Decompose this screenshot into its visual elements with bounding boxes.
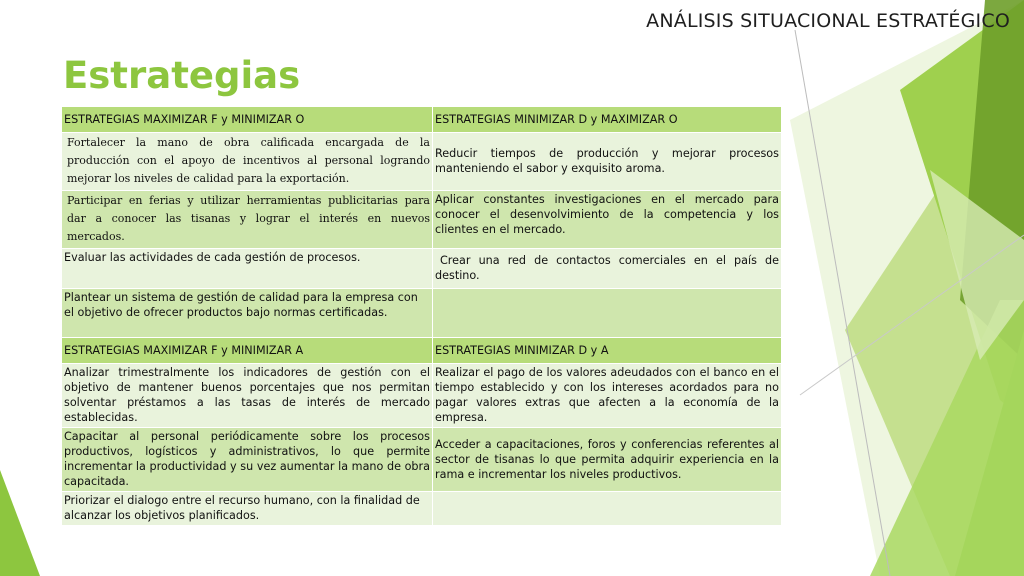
table-row xyxy=(62,191,782,249)
do-strategy-2: Aplicar constantes investigaciones en el mercado para conocer el desenvolvimiento de la competencia y los clientes en el mercado. xyxy=(433,191,782,249)
fa-strategy-1: Analizar trimestralmente los indicadores de gestión con el objetivo de mantener buenos porcentajes que nos permitan solventar préstamos a las tasas de interés de mercado establecidas. xyxy=(62,364,433,428)
table-header-row xyxy=(62,338,782,364)
da-strategy-1: Realizar el pago de los valores adeudados con el banco en el tiempo establecido y con los intereses acordados para no pagar valores extras que afecten a la economía de la empresa. xyxy=(433,364,782,428)
table-row xyxy=(62,249,782,289)
strategies-table xyxy=(61,106,782,526)
do-strategy-4 xyxy=(433,289,782,338)
fo-strategy-1: Fortalecer la mano de obra calificada encargada de la producción con el apoyo de incentivos al personal logrando mejorar los niveles de calidad para la exportación. xyxy=(62,133,433,191)
table-row xyxy=(62,492,782,526)
da-header: ESTRATEGIAS MINIMIZAR D y A xyxy=(433,338,782,364)
fo-strategy-4: Plantear un sistema de gestión de calidad para la empresa con el objetivo de ofrecer productos bajo normas certificadas. xyxy=(62,289,433,338)
fa-strategy-2: Capacitar al personal periódicamente sobre los procesos productivos, logísticos y administrativos, lo que permite incrementar la productividad y su vez aumentar la mano de obra capacitada. xyxy=(62,428,433,492)
da-strategy-3 xyxy=(433,492,782,526)
fa-header: ESTRATEGIAS MAXIMIZAR F y MINIMIZAR A xyxy=(62,338,433,364)
left-green-wedge xyxy=(0,470,40,576)
table-row xyxy=(62,289,782,338)
table-row xyxy=(62,428,782,492)
fo-strategy-3: Evaluar las actividades de cada gestión de procesos. xyxy=(62,249,433,289)
fa-strategy-3: Priorizar el dialogo entre el recurso humano, con la finalidad de alcanzar los objetivos planificados. xyxy=(62,492,433,526)
fo-strategy-2: Participar en ferias y utilizar herramientas publicitarias para dar a conocer las tisanas y lograr el interés en nuevos mercados. xyxy=(62,191,433,249)
do-strategy-3: Crear una red de contactos comerciales en el país de destino. xyxy=(433,249,782,289)
header-title: ANÁLISIS SITUACIONAL ESTRATÉGICO xyxy=(646,10,1010,32)
fo-header: ESTRATEGIAS MAXIMIZAR F y MINIMIZAR O xyxy=(62,107,433,133)
do-strategy-1: Reducir tiempos de producción y mejorar procesos manteniendo el sabor y exquisito aroma. xyxy=(433,133,782,191)
table-header-row xyxy=(62,107,782,133)
table-row xyxy=(62,133,782,191)
da-strategy-2: Acceder a capacitaciones, foros y conferencias referentes al sector de tisanas lo que permita adquirir experiencia en la rama e incrementar los niveles productivos. xyxy=(433,428,782,492)
do-header: ESTRATEGIAS MINIMIZAR D y MAXIMIZAR O xyxy=(433,107,782,133)
table-row xyxy=(62,364,782,428)
page-title: Estrategias xyxy=(63,54,301,97)
